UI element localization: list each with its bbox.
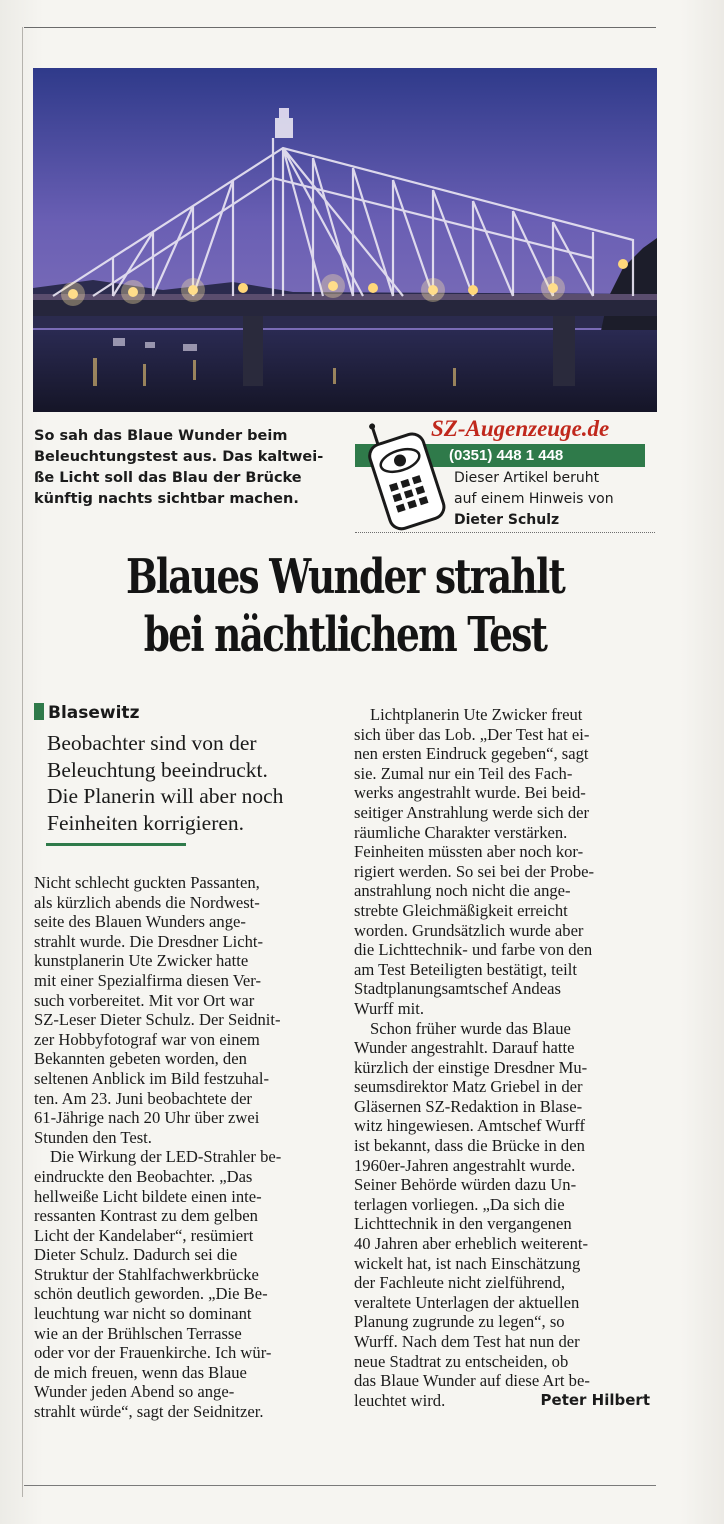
lead-rule xyxy=(46,843,186,846)
lead-line: Feinheiten korrigieren. xyxy=(47,810,245,835)
augenzeuge-text-line: Dieser Artikel beruht xyxy=(454,470,600,486)
body-line: die Lichttechnik- und farbe von den xyxy=(354,940,593,960)
body-line: der Fachleute nicht zielführend, xyxy=(354,1273,566,1293)
body-line: strahlt wurde. Die Dresdner Licht- xyxy=(34,931,264,951)
body-line: Wunder angestrahlt. Darauf hatte xyxy=(354,1038,575,1058)
body-line: 40 Jahren aber erheblich weiterent- xyxy=(354,1234,589,1254)
caption-line: ße Licht soll das Blau der Brücke xyxy=(34,470,302,486)
headline-line: Blaues Wunder strahlt xyxy=(125,549,565,605)
caption-line: So sah das Blaue Wunder beim xyxy=(34,428,288,444)
body-line: Feinheiten müssten aber noch kor- xyxy=(354,842,584,862)
article-lead xyxy=(47,730,283,836)
body-line: schön deutlich geworden. „Die Be- xyxy=(34,1284,268,1304)
article-author: Peter Hilbert xyxy=(540,1390,650,1409)
article-headline xyxy=(76,548,614,664)
body-line: ist bekannt, dass die Brücke in den xyxy=(354,1136,585,1156)
body-line: witz hingewiesen. Amtschef Wurff xyxy=(354,1116,585,1136)
augenzeuge-text xyxy=(454,468,614,531)
body-line: wie an der Brühlschen Terrasse xyxy=(34,1323,242,1343)
body-line: hellweiße Licht bildete einen inte- xyxy=(34,1186,262,1206)
body-line: das Blaue Wunder auf diese Art be- xyxy=(354,1371,590,1391)
body-line: oder vor der Frauenkirche. Ich wür- xyxy=(34,1343,272,1363)
body-line: SZ-Leser Dieter Schulz. Der Seidnit- xyxy=(34,1010,281,1030)
body-line: Die Wirkung der LED-Strahler be- xyxy=(50,1147,282,1167)
phone-eye-icon xyxy=(359,416,449,537)
body-line: de mich freuen, wenn das Blaue xyxy=(34,1362,247,1382)
bridge-photo xyxy=(33,68,657,412)
body-line: strebte Gleichmäßigkeit erreicht xyxy=(354,900,568,920)
caption-line: Beleuchtungstest aus. Das kaltwei- xyxy=(34,449,324,465)
body-line: Nicht schlecht guckten Passanten, xyxy=(34,873,260,892)
bottom-rule xyxy=(24,1485,656,1486)
body-line: Wunder jeden Abend so ange- xyxy=(34,1382,235,1402)
body-line: seite des Blauen Wunders ange- xyxy=(34,912,246,932)
kicker-label: Blasewitz xyxy=(48,703,140,723)
body-line: 61-Jährige nach 20 Uhr über zwei xyxy=(34,1108,260,1128)
body-line: Wurff mit. xyxy=(354,998,424,1018)
body-last-line xyxy=(354,1391,650,1411)
body-line: ten. Am 23. Juni beobachtete der xyxy=(34,1088,252,1108)
lead-line: Beobachter sind von der xyxy=(47,731,257,755)
body-line: Lichttechnik in den vergangenen xyxy=(354,1214,572,1234)
body-line: Struktur der Stahlfachwerkbrücke xyxy=(34,1264,259,1284)
augenzeuge-text-line: auf einem Hinweis von xyxy=(454,491,614,507)
body-line: such vorbereitet. Mit vor Ort war xyxy=(34,990,255,1010)
headline-line: bei nächtlichem Test xyxy=(143,607,547,663)
augenzeuge-phone: (0351) 448 1 448 xyxy=(443,444,569,467)
body-line: Lichtplanerin Ute Zwicker freut xyxy=(370,705,583,724)
body-line: Stunden den Test. xyxy=(34,1127,152,1147)
body-line: am Test Beteiligten bestätigt, teilt xyxy=(354,959,577,979)
body-line: zer Hobbyfotograf war von einem xyxy=(34,1029,260,1049)
body-line: Stadtplanungsamtschef Andeas xyxy=(354,979,561,999)
body-line: Wurff. Nach dem Test hat nun der xyxy=(354,1332,580,1351)
body-line: werks angestrahlt wurde. Bei beid- xyxy=(354,783,586,803)
body-line: Planung zugrunde zu legen“, so xyxy=(354,1312,565,1332)
kicker-square-icon xyxy=(34,703,44,720)
body-line: sie. Zumal nur ein Teil des Fach- xyxy=(354,763,573,783)
body-line: sich über das Lob. „Der Test hat ei- xyxy=(354,724,590,744)
augenzeuge-name: Dieter Schulz xyxy=(454,512,560,528)
body-line: veraltete Unterlagen der aktuellen xyxy=(354,1292,580,1312)
body-line: leuchtung war nicht so dominant xyxy=(34,1304,252,1324)
body-line: räumliche Charakter verstärken. xyxy=(354,822,568,842)
lead-line: Beleuchtung beeindruckt. xyxy=(47,757,268,782)
body-line: terlagen vorliegen. „Da sich die xyxy=(354,1194,565,1214)
body-line: seumsdirektor Matz Griebel in der xyxy=(354,1077,583,1097)
body-line: als kürzlich abends die Nordwest- xyxy=(34,892,260,912)
body-line: kunstplanerin Ute Zwicker hatte xyxy=(34,951,249,971)
body-line: leuchtet wird. xyxy=(354,1390,446,1410)
body-line: Seiner Behörde würden dazu Un- xyxy=(354,1175,577,1195)
body-line: Gläsernen SZ-Redaktion in Blase- xyxy=(354,1096,583,1116)
augenzeuge-title: SZ-Augenzeuge.de xyxy=(431,416,610,441)
body-line: seltenen Anblick im Bild festzuhal- xyxy=(34,1068,270,1088)
lead-line: Die Planerin will aber noch xyxy=(47,784,284,808)
body-line: worden. Grundsätzlich wurde aber xyxy=(354,920,584,940)
body-line: ressanten Kontrast zu dem gelben xyxy=(34,1206,258,1226)
blue-wonder-bridge-illustration xyxy=(33,68,657,412)
body-line: kürzlich der einstige Dresdner Mu- xyxy=(354,1057,588,1077)
body-line: Licht der Kandelaber“, resümiert xyxy=(34,1225,254,1245)
augenzeuge-box xyxy=(355,410,657,530)
photo-caption xyxy=(34,426,334,510)
body-line: seitiger Anstrahlung werde sich der xyxy=(354,802,590,822)
body-line: Schon früher wurde das Blaue xyxy=(370,1018,571,1038)
body-line: strahlt würde“, sagt der Seidnitzer. xyxy=(34,1402,264,1422)
body-line: wickelt hat, ist nach Einschätzung xyxy=(354,1253,581,1273)
top-rule xyxy=(24,27,656,28)
body-line: mit einer Spezialfirma diesen Ver- xyxy=(34,970,261,990)
location-kicker xyxy=(34,703,139,723)
article-column-2 xyxy=(354,705,654,1410)
body-line: anstrahlung noch nicht die ange- xyxy=(354,881,571,901)
article-column-1 xyxy=(34,873,329,1422)
body-line: eindruckte den Beobachter. „Das xyxy=(34,1166,253,1186)
body-line: Bekannten gebeten worden, den xyxy=(34,1049,247,1069)
body-line: neue Stadtrat zu entscheiden, ob xyxy=(354,1351,569,1371)
body-line: 1960er-Jahren angestrahlt wurde. xyxy=(354,1155,576,1175)
dotted-divider xyxy=(355,532,655,533)
body-line: rigiert werden. So sei bei der Probe- xyxy=(354,861,595,881)
left-column-rule xyxy=(22,27,23,1497)
body-line: nen ersten Eindruck gegeben“, sagt xyxy=(354,744,589,764)
caption-line: künftig nachts sichtbar machen. xyxy=(34,491,299,507)
body-line: Dieter Schulz. Dadurch sei die xyxy=(34,1245,238,1265)
